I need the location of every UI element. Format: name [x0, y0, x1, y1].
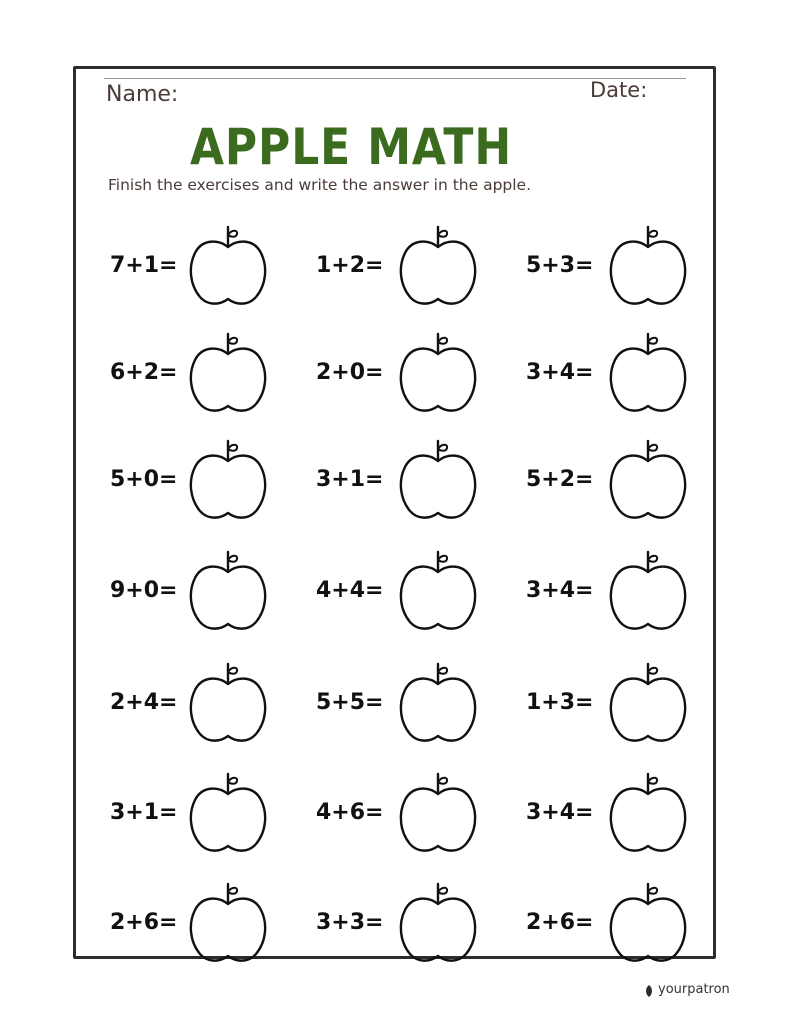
apple-outline-icon: [398, 550, 478, 632]
exercise-text: 4+4=: [316, 578, 384, 603]
exercise-text: 9+0=: [110, 578, 178, 603]
apple-outline-icon: [608, 225, 688, 307]
exercise-text: 3+4=: [526, 800, 594, 825]
exercise-text: 3+1=: [316, 467, 384, 492]
exercise-text: 2+6=: [110, 910, 178, 935]
exercise-text: 2+4=: [110, 690, 178, 715]
exercise-text: 1+2=: [316, 253, 384, 278]
apple-outline-icon: [608, 882, 688, 964]
apple-outline-icon: [188, 550, 268, 632]
apple-outline-icon: [398, 225, 478, 307]
apple-outline-icon: [398, 772, 478, 854]
apple-outline-icon: [608, 550, 688, 632]
apple-outline-icon: [398, 439, 478, 521]
exercise-text: 1+3=: [526, 690, 594, 715]
apple-outline-icon: [188, 439, 268, 521]
instructions: Finish the exercises and write the answer in the apple.: [108, 176, 532, 194]
date-label: Date:: [590, 78, 648, 102]
apple-outline-icon: [608, 439, 688, 521]
exercise-text: 7+1=: [110, 253, 178, 278]
exercise-text: 3+3=: [316, 910, 384, 935]
exercise-text: 3+4=: [526, 360, 594, 385]
exercise-text: 2+0=: [316, 360, 384, 385]
leaf-icon: [644, 984, 654, 998]
exercise-text: 5+5=: [316, 690, 384, 715]
exercise-text: 5+2=: [526, 467, 594, 492]
apple-outline-icon: [188, 882, 268, 964]
apple-outline-icon: [188, 772, 268, 854]
brand-logo-text: yourpatron: [658, 982, 730, 997]
exercise-text: 5+0=: [110, 467, 178, 492]
exercise-text: 3+4=: [526, 578, 594, 603]
exercise-text: 5+3=: [526, 253, 594, 278]
apple-outline-icon: [188, 662, 268, 744]
exercise-text: 4+6=: [316, 800, 384, 825]
apple-outline-icon: [398, 662, 478, 744]
apple-outline-icon: [608, 332, 688, 414]
worksheet-title: APPLE MATH: [190, 118, 513, 176]
apple-outline-icon: [608, 662, 688, 744]
apple-outline-icon: [398, 882, 478, 964]
exercise-text: 3+1=: [110, 800, 178, 825]
apple-outline-icon: [398, 332, 478, 414]
apple-outline-icon: [188, 332, 268, 414]
name-label: Name:: [106, 82, 179, 107]
apple-outline-icon: [608, 772, 688, 854]
apple-outline-icon: [188, 225, 268, 307]
exercise-text: 2+6=: [526, 910, 594, 935]
exercise-text: 6+2=: [110, 360, 178, 385]
